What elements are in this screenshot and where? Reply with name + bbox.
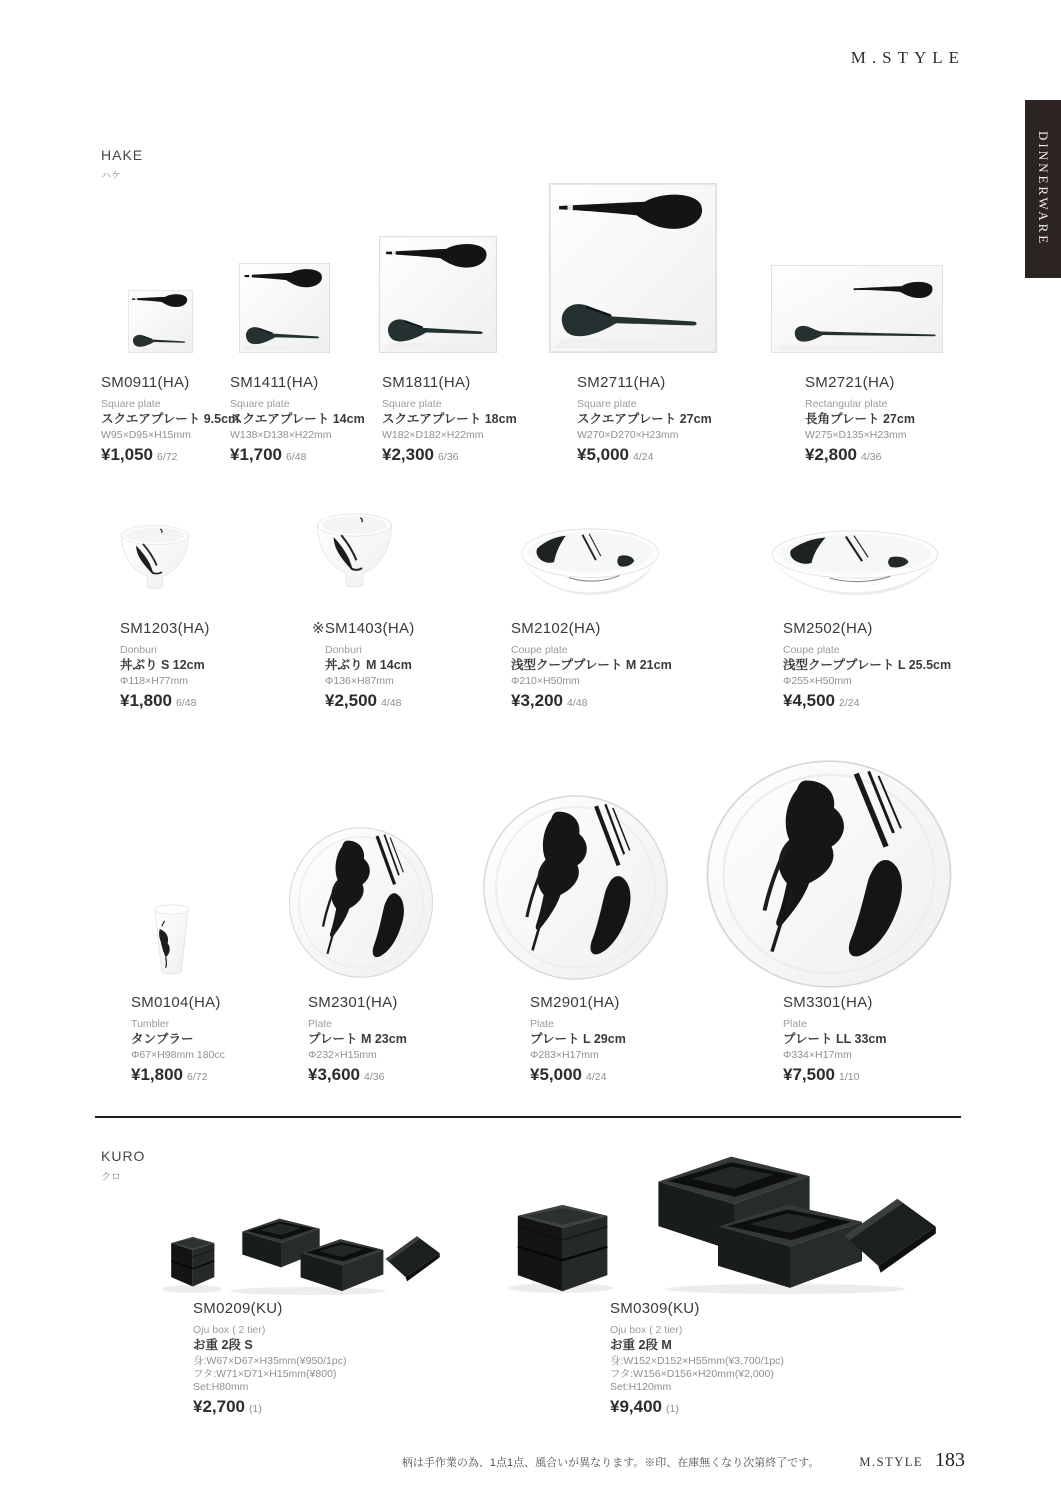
product-code: SM2721(HA) bbox=[805, 374, 895, 391]
product-name-en: Oju box ( 2 tier) bbox=[193, 1324, 266, 1337]
product-price: ¥1,800 6/72 bbox=[131, 1064, 208, 1084]
section-title: KURO bbox=[101, 1148, 146, 1164]
product-dimensions-set: Set:H80mm bbox=[193, 1380, 249, 1393]
product-photo-sm0309 bbox=[505, 1138, 945, 1294]
product-code: SM2301(HA) bbox=[308, 994, 398, 1011]
product-name-en: Tumbler bbox=[131, 1018, 170, 1031]
pack-quantity: 6/48 bbox=[176, 696, 197, 709]
product-photo-sm2901 bbox=[482, 795, 669, 980]
product-dimensions: W270×D270×H23mm bbox=[577, 428, 679, 441]
product-dimensions-body: 身:W152×D152×H55mm(¥3,700/1pc) bbox=[610, 1354, 784, 1367]
pack-quantity: 6/48 bbox=[286, 450, 307, 463]
section-title: HAKE bbox=[101, 147, 144, 163]
product-dimensions: Φ232×H15mm bbox=[308, 1048, 377, 1061]
product-price: ¥2,700 (1) bbox=[193, 1396, 262, 1416]
product-name-en: Rectangular plate bbox=[805, 398, 888, 411]
product-card bbox=[382, 374, 517, 464]
product-name-jp: スクエアプレート 27cm bbox=[577, 412, 712, 427]
product-name-en: Oju box ( 2 tier) bbox=[610, 1324, 683, 1337]
product-code: SM1203(HA) bbox=[120, 620, 210, 637]
product-code: SM0104(HA) bbox=[131, 994, 221, 1011]
product-dimensions: Φ67×H98mm 180cc bbox=[131, 1048, 225, 1061]
product-photo-sm1411 bbox=[239, 263, 330, 353]
product-price: ¥4,500 2/24 bbox=[783, 690, 860, 710]
pack-quantity: 4/48 bbox=[381, 696, 402, 709]
product-dimensions: W138×D138×H22mm bbox=[230, 428, 332, 441]
product-name-jp: 丼ぶり M 14cm bbox=[325, 658, 412, 673]
product-price: ¥5,000 4/24 bbox=[530, 1064, 607, 1084]
section-subtitle: クロ bbox=[101, 1172, 121, 1183]
product-card bbox=[511, 620, 672, 710]
product-photo-sm0209 bbox=[158, 1196, 458, 1296]
brand-logo: M.STYLE bbox=[850, 48, 965, 67]
pack-quantity: 2/24 bbox=[839, 696, 860, 709]
product-photo-sm0104 bbox=[147, 901, 196, 978]
product-photo-sm2502 bbox=[769, 529, 941, 597]
product-name-jp: タンブラー bbox=[131, 1032, 194, 1047]
page-number: 183 bbox=[935, 1449, 965, 1471]
product-card bbox=[577, 374, 712, 464]
product-dimensions-set: Set:H120mm bbox=[610, 1380, 672, 1393]
product-photo-sm2301 bbox=[288, 827, 434, 978]
product-card bbox=[610, 1300, 784, 1416]
product-price: ¥1,800 6/48 bbox=[120, 690, 197, 710]
product-code: ※SM1403(HA) bbox=[312, 620, 415, 637]
product-name-jp: スクエアプレート 9.5cm bbox=[101, 412, 240, 427]
section-divider bbox=[95, 1116, 961, 1118]
section-subtitle: ハケ bbox=[101, 171, 121, 182]
product-dimensions: Φ118×H77mm bbox=[120, 674, 189, 687]
product-photo-sm2102 bbox=[519, 527, 661, 597]
product-dimensions-body: 身:W67×D67×H35mm(¥950/1pc) bbox=[193, 1354, 347, 1367]
product-code: SM1411(HA) bbox=[230, 374, 319, 391]
product-dimensions-lid: フタ:W156×D156×H20mm(¥2,000) bbox=[610, 1367, 774, 1380]
product-code: SM0209(KU) bbox=[193, 1300, 283, 1317]
product-card bbox=[131, 994, 225, 1084]
side-tab-dinnerware: DINNERWARE bbox=[1025, 100, 1061, 278]
pack-quantity: 4/48 bbox=[567, 696, 588, 709]
product-name-en: Square plate bbox=[577, 398, 637, 411]
product-price: ¥7,500 1/10 bbox=[783, 1064, 860, 1084]
product-name-jp: プレート L 29cm bbox=[530, 1032, 626, 1047]
product-card bbox=[230, 374, 365, 464]
product-photo-sm3301 bbox=[705, 760, 953, 988]
product-name-en: Donburi bbox=[325, 644, 362, 657]
product-name-jp: お重 2段 S bbox=[193, 1338, 253, 1353]
product-card bbox=[783, 620, 951, 710]
product-dimensions: Φ283×H17mm bbox=[530, 1048, 599, 1061]
product-name-jp: スクエアプレート 14cm bbox=[230, 412, 365, 427]
product-card bbox=[312, 620, 415, 710]
footer-brand: M.STYLE bbox=[859, 1455, 923, 1469]
product-name-jp: 浅型クーププレート M 21cm bbox=[511, 658, 672, 673]
product-card bbox=[193, 1300, 347, 1416]
product-name-en: Coupe plate bbox=[783, 644, 840, 657]
product-code: SM2901(HA) bbox=[530, 994, 620, 1011]
product-code: SM2102(HA) bbox=[511, 620, 601, 637]
product-name-jp: プレート LL 33cm bbox=[783, 1032, 887, 1047]
product-card bbox=[101, 374, 239, 464]
pack-quantity: 4/36 bbox=[861, 450, 882, 463]
product-dimensions-lid: フタ:W71×D71×H15mm(¥800) bbox=[193, 1367, 337, 1380]
product-price: ¥9,400 (1) bbox=[610, 1396, 679, 1416]
product-photo-sm0911 bbox=[128, 290, 193, 353]
product-price: ¥2,800 4/36 bbox=[805, 444, 882, 464]
product-dimensions: W275×D135×H23mm bbox=[805, 428, 907, 441]
product-name-jp: 丼ぶり S 12cm bbox=[120, 658, 205, 673]
pack-quantity: 1/10 bbox=[839, 1070, 860, 1083]
product-name-en: Coupe plate bbox=[511, 644, 568, 657]
product-card bbox=[308, 994, 407, 1084]
product-code: SM0911(HA) bbox=[101, 374, 190, 391]
product-dimensions: Φ136×H87mm bbox=[325, 674, 394, 687]
section-header-hake bbox=[101, 147, 143, 182]
product-name-en: Plate bbox=[783, 1018, 807, 1031]
pack-quantity: (1) bbox=[249, 1402, 262, 1415]
product-name-jp: スクエアプレート 18cm bbox=[382, 412, 517, 427]
product-dimensions: Φ255×H50mm bbox=[783, 674, 852, 687]
product-card bbox=[783, 994, 886, 1084]
product-price: ¥1,700 6/48 bbox=[230, 444, 307, 464]
product-name-en: Square plate bbox=[382, 398, 442, 411]
product-photo-sm1203 bbox=[112, 524, 198, 597]
product-name-en: Donburi bbox=[120, 644, 157, 657]
footer-note: 柄は手作業の為、1点1点、風合いが異なります。※印、在庫無くなり次第終了です。 bbox=[401, 1457, 820, 1469]
product-code: SM0309(KU) bbox=[610, 1300, 700, 1317]
pack-quantity: 6/36 bbox=[438, 450, 459, 463]
pack-quantity: 6/72 bbox=[187, 1070, 208, 1083]
product-dimensions: W95×D95×H15mm bbox=[101, 428, 191, 441]
pack-quantity: 4/24 bbox=[586, 1070, 607, 1083]
product-code: SM3301(HA) bbox=[783, 994, 873, 1011]
product-name-en: Square plate bbox=[101, 398, 161, 411]
product-code: SM1811(HA) bbox=[382, 374, 471, 391]
product-name-jp: お重 2段 M bbox=[610, 1338, 672, 1353]
product-dimensions: Φ210×H50mm bbox=[511, 674, 580, 687]
product-name-jp: 長角プレート 27cm bbox=[805, 412, 915, 427]
product-name-en: Plate bbox=[530, 1018, 554, 1031]
product-photo-sm1403 bbox=[307, 512, 402, 597]
pack-quantity: 4/24 bbox=[633, 450, 654, 463]
product-code: SM2711(HA) bbox=[577, 374, 666, 391]
section-header-kuro bbox=[101, 1148, 145, 1183]
page-footer bbox=[402, 1449, 965, 1472]
pack-quantity: 4/36 bbox=[364, 1070, 385, 1083]
product-dimensions: W182×D182×H22mm bbox=[382, 428, 484, 441]
product-price: ¥3,200 4/48 bbox=[511, 690, 588, 710]
product-price: ¥1,050 6/72 bbox=[101, 444, 178, 464]
product-photo-sm2721 bbox=[771, 265, 943, 353]
product-price: ¥2,300 6/36 bbox=[382, 444, 459, 464]
product-card bbox=[530, 994, 626, 1084]
product-code: SM2502(HA) bbox=[783, 620, 873, 637]
product-card bbox=[805, 374, 915, 464]
product-name-jp: 浅型クーププレート L 25.5cm bbox=[783, 658, 952, 673]
product-price: ¥2,500 4/48 bbox=[325, 690, 402, 710]
pack-quantity: 6/72 bbox=[157, 450, 178, 463]
product-name-en: Plate bbox=[308, 1018, 332, 1031]
product-price: ¥5,000 4/24 bbox=[577, 444, 654, 464]
product-photo-sm1811 bbox=[379, 236, 497, 353]
product-photo-sm2711 bbox=[549, 183, 717, 353]
product-dimensions: Φ334×H17mm bbox=[783, 1048, 852, 1061]
product-card bbox=[120, 620, 210, 710]
product-name-en: Square plate bbox=[230, 398, 290, 411]
pack-quantity: (1) bbox=[666, 1402, 679, 1415]
product-price: ¥3,600 4/36 bbox=[308, 1064, 385, 1084]
product-name-jp: プレート M 23cm bbox=[308, 1032, 407, 1047]
